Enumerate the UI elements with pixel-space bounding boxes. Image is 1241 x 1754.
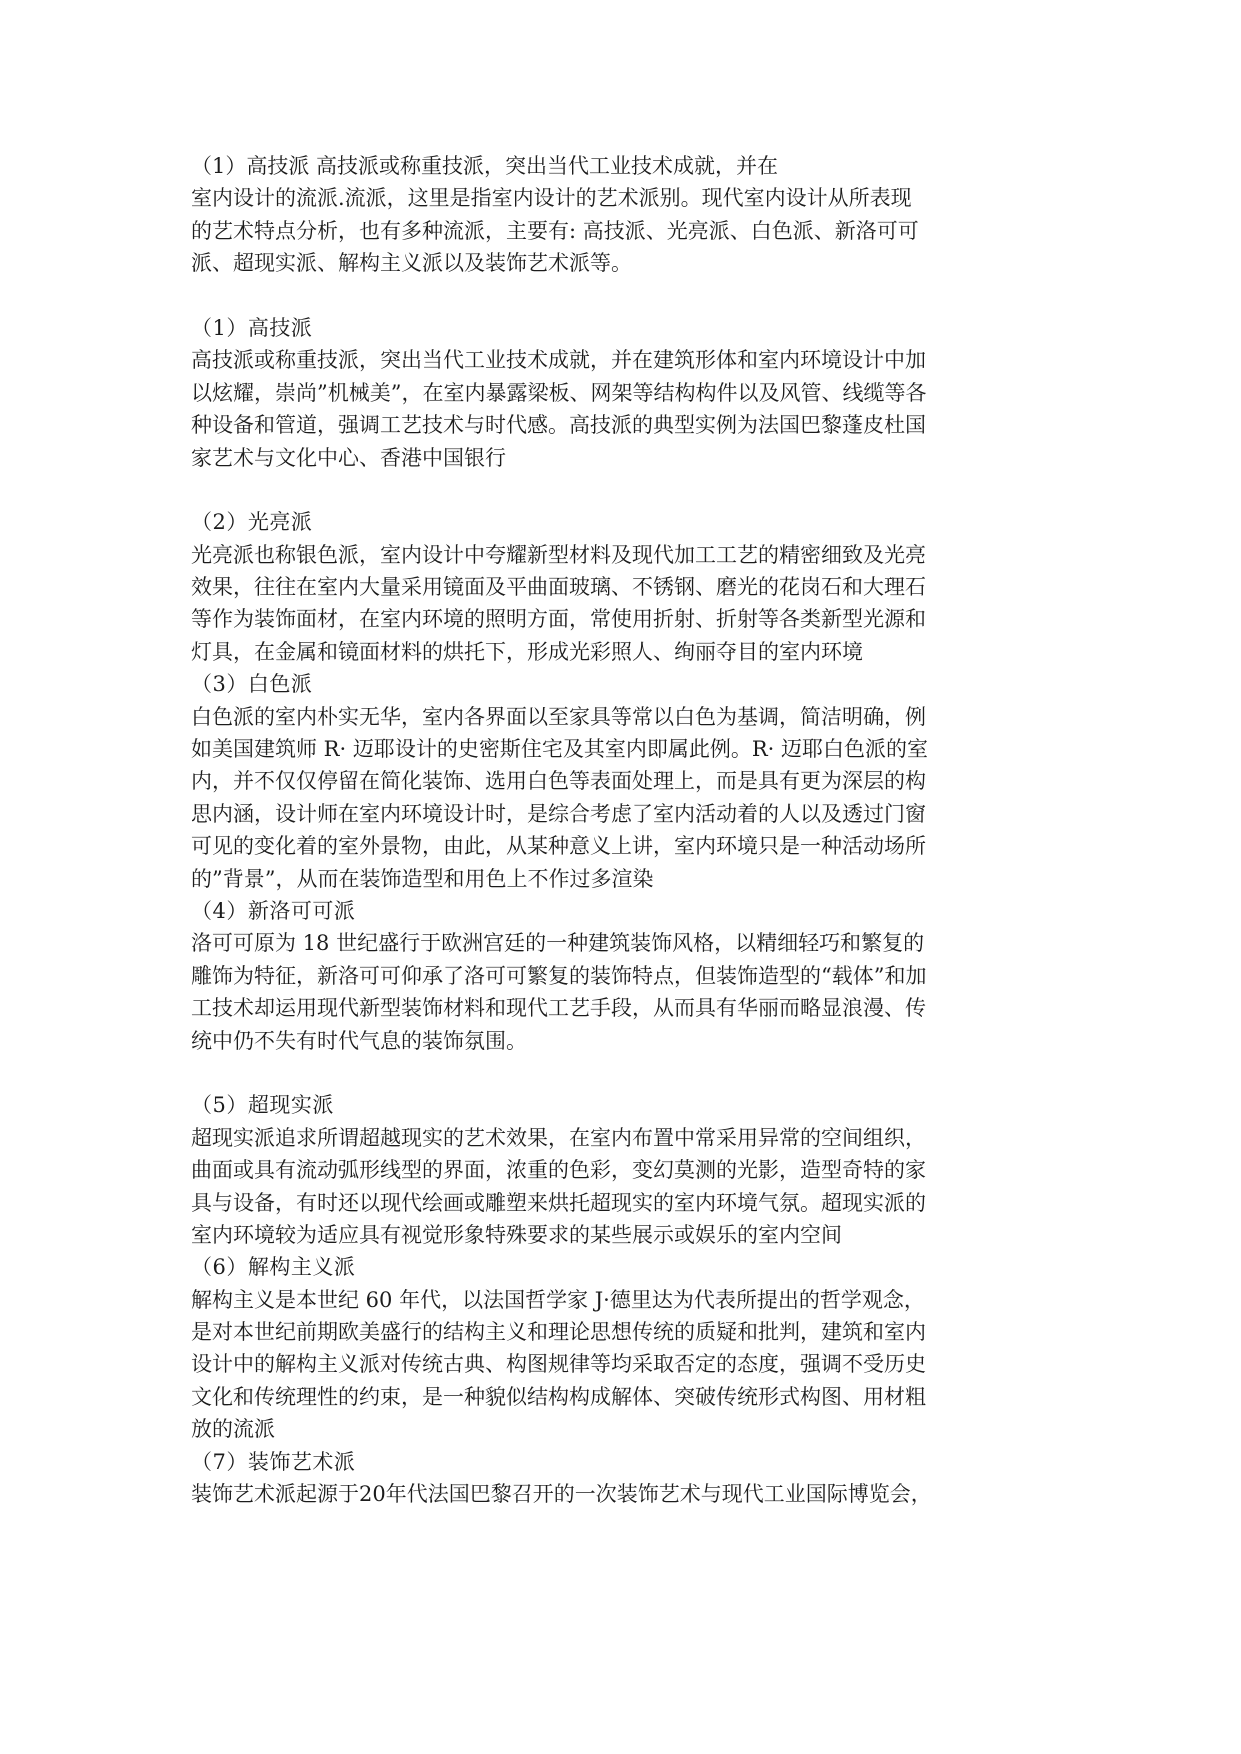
section-white	[191, 668, 1071, 895]
section-line: 放的流派	[191, 1417, 275, 1442]
section-heading: （1）高技派	[191, 315, 313, 340]
paragraph-gap	[191, 474, 1071, 506]
section-line: 家艺术与文化中心、香港中国银行	[191, 445, 506, 470]
section-glossy	[191, 506, 1071, 668]
section-line: 的”背景”，从而在装饰造型和用色上不作过多渲染	[191, 866, 654, 891]
section-line: 室内环境较为适应具有视觉形象特殊要求的某些展示或娱乐的室内空间	[191, 1222, 842, 1247]
section-neo-rococo	[191, 895, 1071, 1057]
section-heading: （5）超现实派	[191, 1093, 334, 1118]
section-art-deco	[191, 1446, 1071, 1511]
document-page	[191, 150, 1071, 1510]
section-line: 内，并不仅仅停留在简化装饰、选用白色等表面处理上，而是具有更为深层的构	[191, 769, 926, 794]
intro-line: 派、超现实派、解构主义派以及装饰艺术派等。	[191, 251, 632, 276]
section-line: 解构主义是本世纪 60 年代，以法国哲学家 J·德里达为代表所提出的哲学观念，	[191, 1287, 925, 1312]
section-line: 光亮派也称银色派，室内设计中夸耀新型材料及现代加工工艺的精密细致及光亮	[191, 542, 926, 567]
section-line: 以炫耀，崇尚”机械美”，在室内暴露梁板、网架等结构构件以及风管、线缆等各	[191, 380, 927, 405]
intro-line: 室内设计的流派.流派，这里是指室内设计的艺术派别。现代室内设计从所表现	[191, 186, 912, 211]
section-heading: （7）装饰艺术派	[191, 1449, 356, 1474]
section-line: 统中仍不失有时代气息的装饰氛围。	[191, 1028, 527, 1053]
section-heading: （6）解构主义派	[191, 1255, 356, 1280]
section-deconstructivism	[191, 1251, 1071, 1445]
section-line: 高技派或称重技派，突出当代工业技术成就，并在建筑形体和室内环境设计中加	[191, 348, 926, 373]
section-line: 等作为装饰面材，在室内环境的照明方面，常使用折射、折射等各类新型光源和	[191, 607, 926, 632]
intro-paragraph	[191, 150, 1071, 280]
section-line: 超现实派追求所谓超越现实的艺术效果，在室内布置中常采用异常的空间组织，	[191, 1125, 926, 1150]
section-heading: （2）光亮派	[191, 510, 313, 535]
section-line: 雕饰为特征，新洛可可仰承了洛可可繁复的装饰特点，但装饰造型的“载体”和加	[191, 963, 927, 988]
section-heading: （3）白色派	[191, 672, 313, 697]
paragraph-gap	[191, 280, 1071, 312]
section-line: 是对本世纪前期欧美盛行的结构主义和理论思想传统的质疑和批判，建筑和室内	[191, 1320, 926, 1345]
section-line: 曲面或具有流动弧形线型的界面，浓重的色彩，变幻莫测的光影，造型奇特的家	[191, 1158, 926, 1183]
section-line: 装饰艺术派起源于20年代法国巴黎召开的一次装饰艺术与现代工业国际博览会，	[191, 1482, 932, 1507]
paragraph-gap	[191, 1057, 1071, 1089]
section-heading: （4）新洛可可派	[191, 898, 356, 923]
section-line: 如美国建筑师 R· 迈耶设计的史密斯住宅及其室内即属此例。R· 迈耶白色派的室	[191, 737, 928, 762]
section-line: 设计中的解构主义派对传统古典、构图规律等均采取否定的态度，强调不受历史	[191, 1352, 926, 1377]
section-line: 工技术却运用现代新型装饰材料和现代工艺手段，从而具有华丽而略显浪漫、传	[191, 996, 926, 1021]
section-line: 白色派的室内朴实无华，室内各界面以至家具等常以白色为基调，简洁明确，例	[191, 704, 926, 729]
section-line: 效果，往往在室内大量采用镜面及平曲面玻璃、不锈钢、磨光的花岗石和大理石	[191, 575, 926, 600]
section-line: 具与设备，有时还以现代绘画或雕塑来烘托超现实的室内环境气氛。超现实派的	[191, 1190, 926, 1215]
section-line: 种设备和管道，强调工艺技术与时代感。高技派的典型实例为法国巴黎蓬皮杜国	[191, 413, 926, 438]
section-high-tech	[191, 312, 1071, 474]
intro-line: 的艺术特点分析，也有多种流派，主要有: 高技派、光亮派、白色派、新洛可可	[191, 218, 919, 243]
intro-line: （1）高技派 高技派或称重技派，突出当代工业技术成就，并在	[191, 154, 779, 178]
section-surrealism	[191, 1089, 1071, 1251]
section-line: 文化和传统理性的约束，是一种貌似结构构成解体、突破传统形式构图、用材粗	[191, 1384, 926, 1409]
section-line: 洛可可原为 18 世纪盛行于欧洲宫廷的一种建筑装饰风格，以精细轻巧和繁复的	[191, 931, 925, 956]
section-line: 灯具，在金属和镜面材料的烘托下，形成光彩照人、绚丽夺目的室内环境	[191, 639, 863, 664]
section-line: 思内涵，设计师在室内环境设计时，是综合考虑了室内活动着的人以及透过门窗	[191, 801, 926, 826]
section-line: 可见的变化着的室外景物，由此，从某种意义上讲，室内环境只是一种活动场所	[191, 834, 926, 859]
